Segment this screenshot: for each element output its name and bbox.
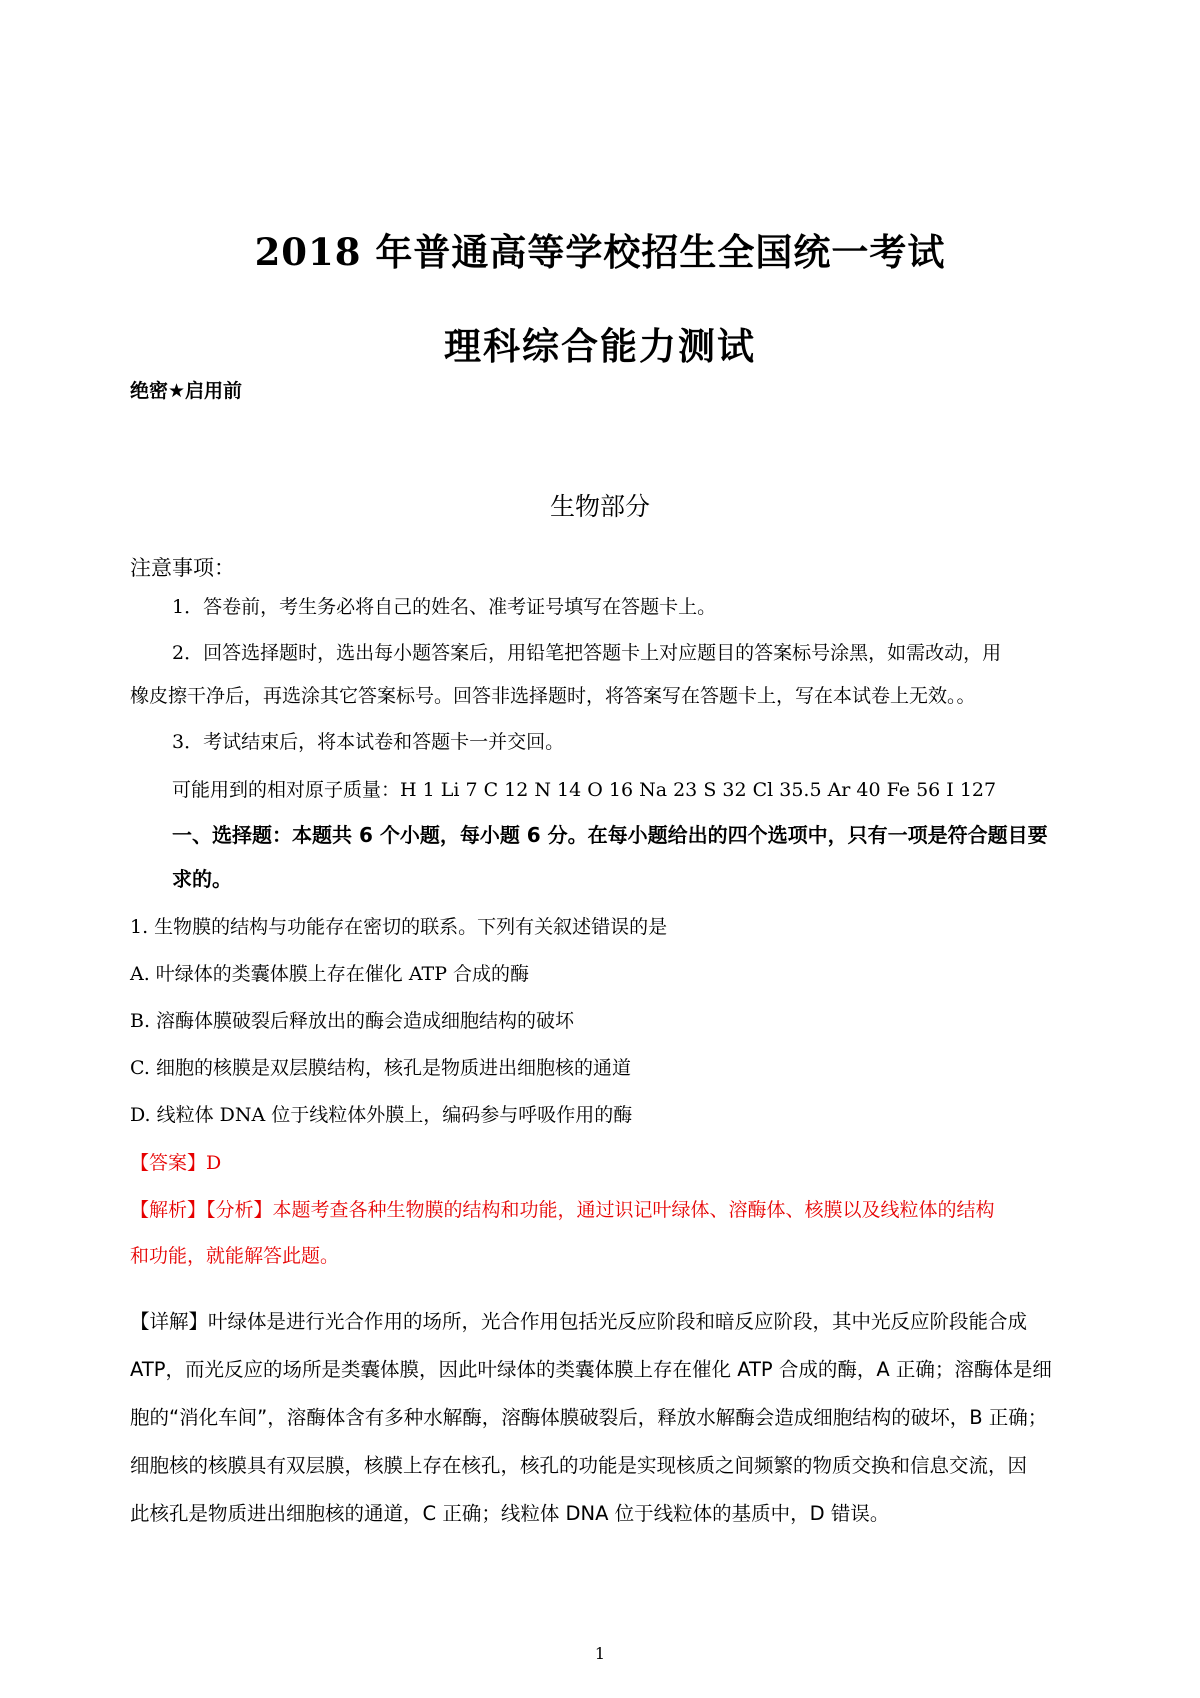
detail-line-4: 细胞核的核膜具有双层膜，核膜上存在核孔，核孔的功能是实现核质之间频繁的物质交换和信息交流，因 <box>130 1454 1028 1477</box>
atomic-mass-line: 可能用到的相对原子质量：H 1 Li 7 C 12 N 14 O 16 Na 23 S 32 Cl 35.5 Ar 40 Fe 56 I 127 <box>172 779 997 801</box>
question-1-option-c: C. 细胞的核膜是双层膜结构，核孔是物质进出细胞核的通道 <box>130 1057 631 1079</box>
notes-title: 注意事项： <box>130 556 235 580</box>
analysis-line-1: 【解析】【分析】本题考查各种生物膜的结构和功能，通过识记叶绿体、溶酶体、核膜以及线粒体的结构 <box>130 1199 995 1221</box>
notes-item-2-line-2: 橡皮擦干净后，再选涂其它答案标号。回答非选择题时，将答案写在答题卡上，写在本试卷上无效。。 <box>130 685 976 707</box>
notes-item-2-line-1: 2．回答选择题时，选出每小题答案后，用铅笔把答题卡上对应题目的答案标号涂黑，如需改动，用 <box>172 642 1002 664</box>
detail-line-3: 胞的“消化车间”，溶酶体含有多种水解酶，溶酶体膜破裂后，释放水解酶会造成细胞结构的破坏，B 正确； <box>130 1406 1048 1429</box>
exam-title: 2018 年普通高等学校招生全国统一考试 <box>254 230 946 274</box>
question-1-option-d: D. 线粒体 DNA 位于线粒体外膜上，编码参与呼吸作用的酶 <box>130 1104 633 1126</box>
answer-label: 【答案】D <box>130 1152 222 1174</box>
detail-line-1: 【详解】叶绿体是进行光合作用的场所，光合作用包括光反应阶段和暗反应阶段，其中光反应阶段能合成 <box>130 1310 1028 1333</box>
analysis-line-2: 和功能，就能解答此题。 <box>130 1245 340 1267</box>
detail-line-2: ATP，而光反应的场所是类囊体膜，因此叶绿体的类囊体膜上存在催化 ATP 合成的酶，A 正确；溶酶体是细 <box>130 1358 1052 1381</box>
notes-item-3: 3．考试结束后，将本试卷和答题卡一并交回。 <box>172 731 565 753</box>
question-1-option-a: A. 叶绿体的类囊体膜上存在催化 ATP 合成的酶 <box>130 963 530 985</box>
detail-line-5: 此核孔是物质进出细胞核的通道，C 正确；线粒体 DNA 位于线粒体的基质中，D 错误。 <box>130 1502 890 1525</box>
part-one-heading-line-2: 求的。 <box>172 867 232 891</box>
part-one-heading-line-1: 一、选择题：本题共 6 个小题，每小题 6 分。在每小题给出的四个选项中，只有一项是符合题目要 <box>172 823 1048 847</box>
section-title: 生物部分 <box>549 492 650 521</box>
page-number: 1 <box>594 1644 606 1663</box>
confidential-label: 绝密★启用前 <box>130 380 243 402</box>
notes-item-1: 1．答卷前，考生务必将自己的姓名、准考证号填写在答题卡上。 <box>172 596 717 618</box>
question-1-option-b: B. 溶酶体膜破裂后释放出的酶会造成细胞结构的破坏 <box>130 1010 575 1032</box>
question-1-stem: 1. 生物膜的结构与功能存在密切的联系。下列有关叙述错误的是 <box>130 916 668 938</box>
exam-subtitle: 理科综合能力测试 <box>444 324 756 368</box>
